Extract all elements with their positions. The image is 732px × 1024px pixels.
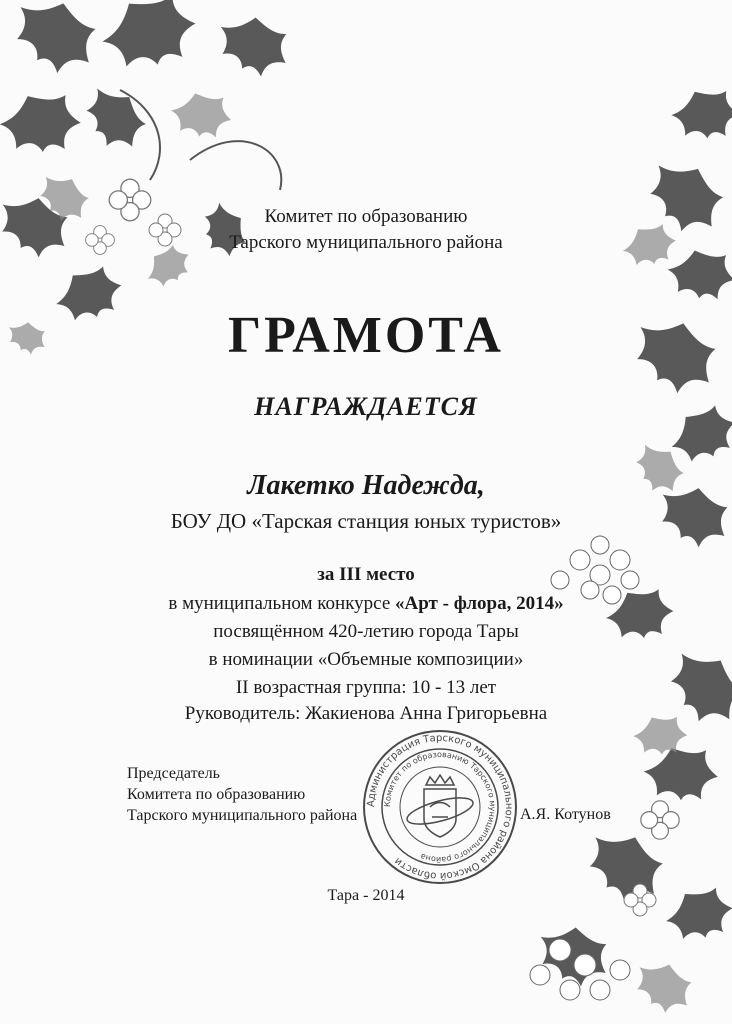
- dedication: посвящённом 420-летию города Тары: [213, 621, 519, 642]
- contest-name: «Арт - флора, 2014»: [395, 593, 564, 614]
- issuer-block: [0, 204, 732, 256]
- contest-line: [0, 593, 732, 615]
- nomination: в номинации «Объемные композиции»: [208, 649, 524, 670]
- seal-inner-text: Комитет по образованию Тарского муниципального района: [382, 749, 498, 865]
- official-seal-stamp: [360, 727, 520, 887]
- contest-prefix: в муниципальном конкурсе: [168, 593, 396, 614]
- award-place: за III место: [317, 564, 415, 585]
- recipient-organization: БОУ ДО «Тарская станция юных туристов»: [170, 509, 562, 533]
- issuer-line-2: Тарского муниципального района: [229, 232, 503, 253]
- coat-of-arms-icon: [405, 775, 476, 837]
- signature-line-3: Тарского муниципального района: [127, 807, 358, 824]
- seal-outer-text: Администрация Тарского муниципального района Омской области: [365, 732, 515, 882]
- place-and-year: Тара - 2014: [327, 887, 405, 904]
- signer-name: А.Я. Котунов: [520, 806, 611, 823]
- leader: Руководитель: Жакиенова Анна Григорьевна: [184, 703, 548, 724]
- signature-line-2: Комитета по образованию: [127, 786, 306, 803]
- awarded-label: НАГРАЖДАЕТСЯ: [254, 392, 478, 421]
- signature-line-1: Председатель: [127, 765, 220, 782]
- age-group: II возрастная группа: 10 - 13 лет: [235, 677, 497, 698]
- recipient-name: Лакетко Надежда,: [247, 470, 485, 501]
- signature-block: [127, 763, 357, 826]
- issuer-line-1: Комитет по образованию: [264, 206, 468, 227]
- certificate-title: ГРАМОТА: [228, 307, 504, 364]
